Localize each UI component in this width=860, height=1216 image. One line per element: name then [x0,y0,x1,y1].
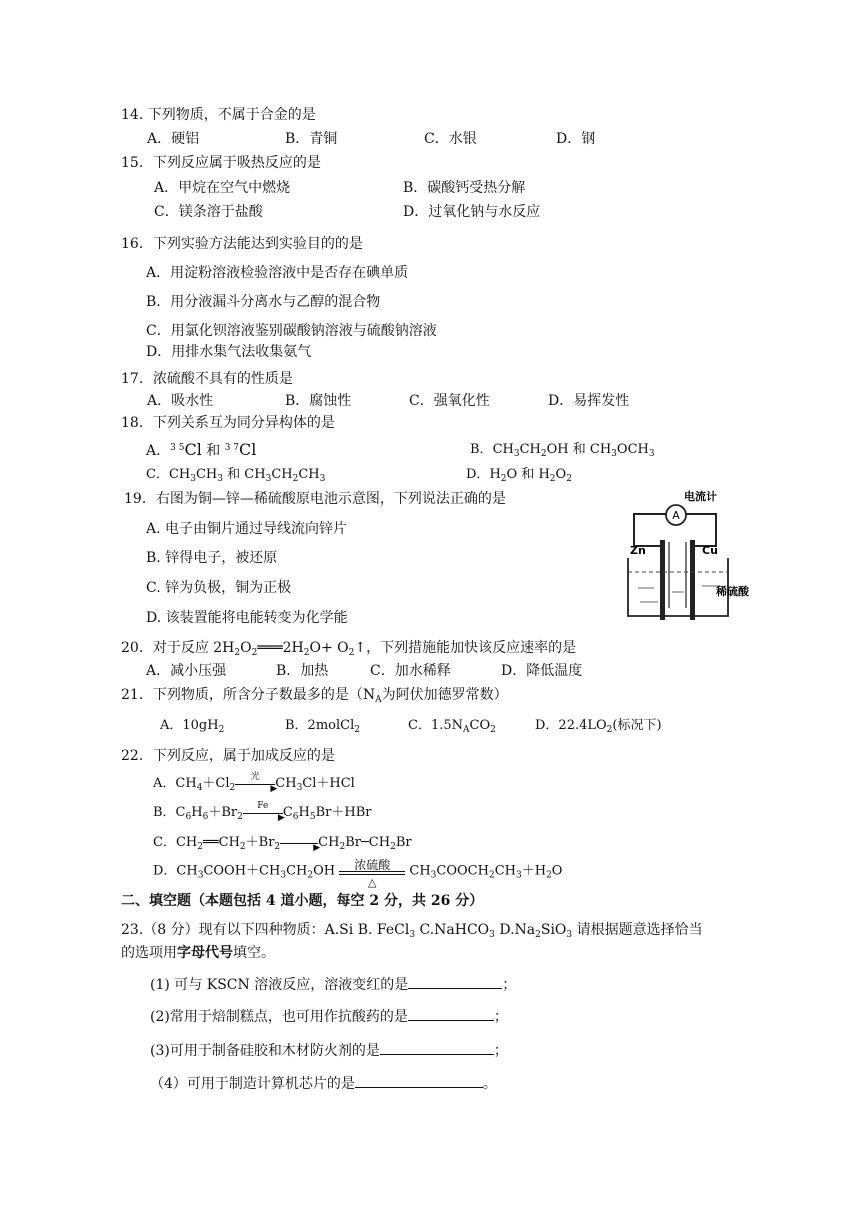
q14-option-b: B．青铜 [285,131,338,147]
q15-stem: 15．下列反应属于吸热反应的是 [121,155,321,171]
q18-option-d: D．$H_2O$ 和 $H_2O_2$ [466,467,572,484]
acid-label: 稀硫酸 [716,585,749,598]
q18-stem: 18．下列关系互为同分异构体的是 [121,415,335,431]
q16-option-c: C．用氯化钡溶液鉴别碳酸钠溶液与硫酸钠溶液 [146,323,437,339]
q17-stem: 17．浓硫酸不具有的性质是 [121,371,293,387]
answer-blank-2[interactable] [408,1006,494,1021]
q21-stem: 21．下列物质，所含分子数最多的是（$N_A$为阿伏加德罗常数） [121,687,508,705]
answer-blank-3[interactable] [380,1040,494,1055]
q15-option-a: A．甲烷在空气中燃烧 [154,180,291,196]
q23-part2: (2)常用于焙制糕点，也可用作抗酸药的是 ； [150,1006,508,1026]
q18-option-c: C．$CH_3CH_3$ 和 $CH_3CH_2CH_3$ [146,467,326,484]
q21-option-a: A．$10gH_2$ [160,718,225,735]
q23-part3: (3)可用于制备硅胶和木材防火剂的是 ； [150,1040,508,1060]
q19-option-d: D. 该装置能将电能转变为化学能 [146,610,348,626]
q19-option-b: B. 锌得电子，被还原 [146,550,278,566]
q17-option-c: C．强氧化性 [409,393,490,409]
q20-option-b: B．加热 [276,663,329,679]
q21-option-b: B．2molCl$_2$ [285,718,360,735]
q20-option-d: D．降低温度 [501,663,583,679]
q15-option-c: C．镁条溶于盐酸 [154,204,263,220]
cu-electrode [690,540,695,620]
reaction-arrow-light: 光 ▶ [235,777,275,791]
beaker [628,558,728,616]
q22-option-b: B．$C_6H_6+Br_2$ Fe ▶ $C_6H_5Br+HBr$ [153,800,372,823]
section-2-title: 二、填空题（本题包括 4 道小题，每空 2 分，共 26 分） [121,893,484,909]
galvanic-cell-diagram [624,488,768,620]
reaction-reversible-arrow: 浓硫酸 △ [339,862,405,880]
ammeter-symbol: A [672,509,680,522]
q22-option-d: D．$CH_3COOH+CH_3CH_2OH$ 浓硫酸 △ $CH_3COOCH_2CH_3+H_2O$ [153,858,563,889]
q14-option-c: C．水银 [424,131,477,147]
zn-electrode [660,540,665,620]
q23-stem-line2: 的选项用字母代号填空。 [121,945,275,961]
q20-option-a: A．减小压强 [146,663,227,679]
q22-option-a: A．$CH_4+Cl_2$ 光 ▶ $CH_3Cl+HCl$ [153,771,355,794]
ammeter-label: 电流计 [684,490,717,503]
q15-option-b: B．碳酸钙受热分解 [403,180,526,196]
q20-option-c: C．加水稀释 [370,663,451,679]
q15-option-d: D．过氧化钠与水反应 [403,204,541,220]
q23-stem-line1: 23.（8 分）现有以下四种物质：A.Si B. FeCl$_3$ C.NaHCO$_3$ $D.Na_2SiO_3$ 请根据题意选择恰当 [121,922,703,940]
q18-option-a: A．$^{3 5}$Cl 和 $^{3 7}$Cl [146,440,257,459]
q16-stem: 16．下列实验方法能达到实验目的的是 [121,236,363,252]
q23-part1: (1) 可与 KSCN 溶液反应，溶液变红的是 ； [150,974,516,994]
q16-option-d: D．用排水集气法收集氨气 [146,344,312,360]
q16-option-a: A．用淀粉溶液检验溶液中是否存在碘单质 [146,265,409,281]
q19-option-c: C. 锌为负极，铜为正极 [146,580,292,596]
q14-option-a: A．硬铝 [147,131,200,147]
reaction-arrow-fe: Fe ▶ [243,806,283,820]
q19-stem: 19．右图为铜—锌—稀硫酸原电池示意图，下列说法正确的是 [124,491,506,507]
q14-option-d: D．钢 [556,131,596,147]
q14-stem: 14. 下列物质，不属于合金的是 [121,107,316,123]
answer-blank-4[interactable] [355,1073,483,1088]
zn-label: Zn [630,544,646,557]
q18-option-b: B．$CH_3CH_2OH$ 和 $CH_3OCH_3$ [470,442,655,459]
q22-option-c: C．$CH_2══CH_2+Br_2$ ▶ $CH_2Br─CH_2Br$ [153,835,412,853]
q23-part4: （4）可用于制造计算机芯片的是 。 [150,1073,497,1093]
cu-label: Cu [702,544,718,557]
q22-stem: 22．下列反应，属于加成反应的是 [121,748,335,764]
q21-option-c: C．$1.5N_ACO_2$ [408,718,496,735]
reaction-arrow: ▶ [280,836,318,850]
q17-option-a: A．吸水性 [147,393,214,409]
q19-option-a: A. 电子由铜片通过导线流向锌片 [146,521,348,537]
q21-option-d: D．$22.4LO_2$(标况下) [535,718,662,735]
q20-stem: 20．对于反应 $2H_2O_2═══2H_2O+$ $O_2↑$，下列措施能加快该反应速率的是 [121,640,577,658]
q17-option-b: B．腐蚀性 [285,393,352,409]
q17-option-d: D．易挥发性 [548,393,630,409]
answer-blank-1[interactable] [408,974,502,989]
q16-option-b: B．用分液漏斗分离水与乙醇的混合物 [146,294,381,310]
